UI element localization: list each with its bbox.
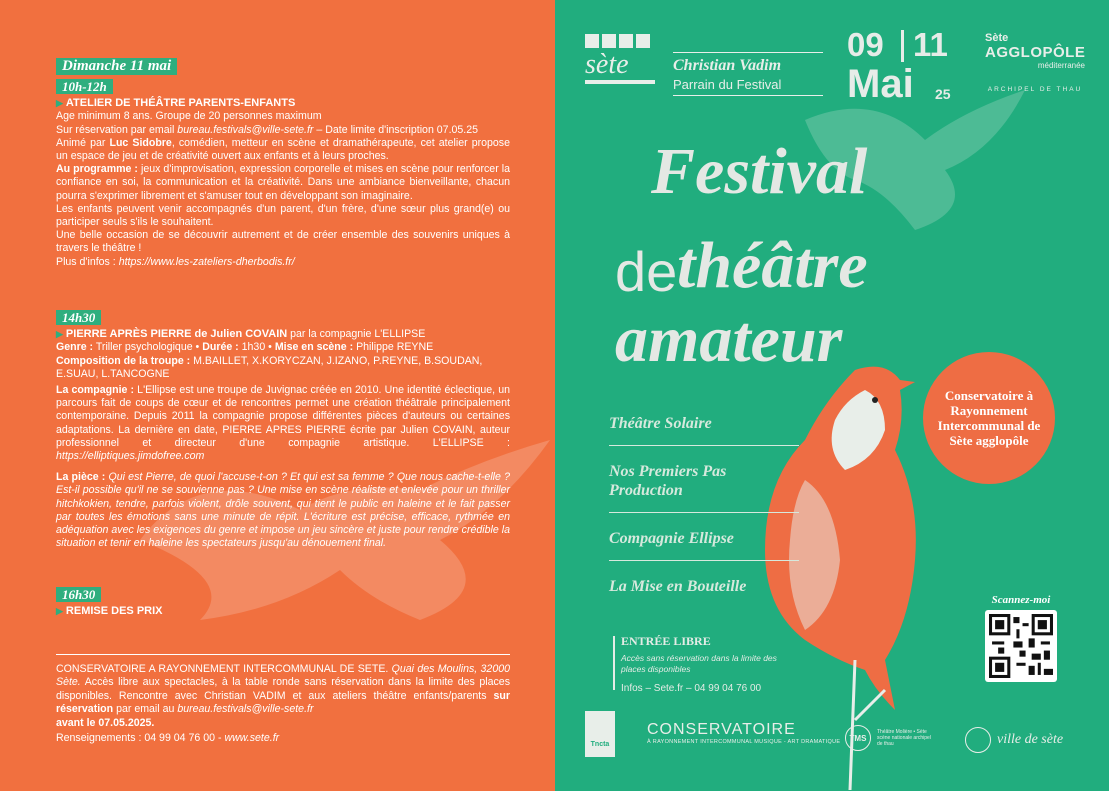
parrain-sub: Parrain du Festival (673, 77, 782, 92)
title-de: de (615, 240, 678, 303)
event2-time: 14h30 (56, 310, 101, 325)
event2-genre: Genre : Triller psychologique • Durée : 1h30 • Mise en scène : Philippe REYNE (56, 341, 434, 354)
date-day2: 11 (913, 26, 948, 63)
event2-title: ▶ PIERRE APRÈS PIERRE de Julien COVAIN par la compagnie L'ELLIPSE (56, 328, 426, 341)
event1-block (56, 79, 510, 269)
footer-deadline: avant le 07.05.2025. (56, 716, 155, 729)
event1-title: ▶ ATELIER DE THÉÂTRE PARENTS-ENFANTS (56, 97, 296, 110)
troupe-item: La Mise en Bouteille (609, 578, 747, 595)
event2-website-link[interactable]: https://elliptiques.jimdofree.com (56, 450, 205, 463)
event2-composition: Composition de la troupe : M.BAILLET, X.KORYCZAN, J.IZANO, P.REYNE, B.SOUDAN, E.SUAU, L.TANCOGNE (56, 354, 483, 380)
date-year: 25 (935, 86, 951, 102)
seal-icon (965, 727, 991, 753)
right-panel (555, 0, 1109, 791)
conservatoire-badge: Conservatoire à Rayonnement Intercommunal de Sète agglopôle (923, 352, 1055, 484)
qr-block (981, 594, 1061, 682)
event1-para3: Une belle occasion de se découvrir autrement et de créer ensemble des souvenirs uniques à travers le théâtre ! (56, 229, 510, 255)
event2-compagnie: La compagnie : L'Ellipse est une troupe de Juvignac créée en 2010. Une identité éclectique, un parcours fait de coups de cœur et de rencontres permet une création théâtrale principalement contemporaine. Depuis 2011 la compagnie propose différentes pièces d'auteurs ou certaines adaptations. La dernière en date, PIERRE APRES PIERRE écrite par Julien COVAIN, auteur professionnel et directeur d'une compagnie artistique. L'ELLIPSE : https://elliptiques.jimdofree.com (56, 384, 510, 463)
title-amateur: amateur (615, 303, 843, 376)
title-festival: Festival (651, 135, 868, 208)
date-month: Mai (847, 62, 914, 106)
event1-programme: Au programme : jeux d'improvisation, expression corporelle et mises en scène pour renforcer la confiance en soi, la communication et la créativité. Dans une ambiance bienveillante, chacun pourra s'exprimer librement et s'amuser tout en développant son imaginaire. (56, 163, 510, 202)
event3-time: 16h30 (56, 587, 101, 602)
event3-block (56, 587, 510, 618)
event3-title: ▶ REMISE DES PRIX (56, 605, 163, 618)
event1-line1: Age minimum 8 ans. Groupe de 20 personnes maximum (56, 110, 322, 123)
entree-libre-block (621, 634, 791, 694)
footer-website-link[interactable]: www.sete.fr (224, 732, 280, 745)
ville-de-sete-logo: ville de sète (965, 727, 1063, 753)
event1-anim: Animé par Luc Sidobre, comédien, metteur en scène et dramathérapeute, cet atelier propose un espace de jeu et de créativité ouvert aux enfants et à leurs proches. (56, 136, 510, 163)
arrow-icon: ▶ (56, 98, 63, 109)
qr-code[interactable] (985, 610, 1057, 682)
troupe-item: Théâtre Solaire (609, 410, 799, 446)
partner-logos (555, 705, 1109, 775)
entree-title: ENTRÉE LIBRE (621, 634, 711, 648)
arrow-icon: ▶ (56, 606, 63, 617)
event2-piece: La pièce : Qui est Pierre, de quoi l'accuse-t-on ? Et qui est sa femme ? Que nous cache-t-elle ? Est-il possible qu'il ne se souvienne pas ? Une mise en scène réaliste et enlevée pour un thriller hitchkokien, tendre, parfois violent, drôle souvent, qui tient le public en haleine et le fait passer par toutes les émotions sans une minute de répit. L'écriture est précise, efficace, rythmée en adéquation avec les exigences du genre et impose un jeu sincère et juste pour rendre crédible la situation et tenir en haleine les spectateurs jusqu'au dénouement final. (56, 471, 510, 550)
troupe-item: Nos Premiers Pas Production (609, 458, 799, 513)
date-day1: 09 (847, 26, 884, 63)
event1-email-link[interactable]: bureau.festivals@ville-sete.fr (177, 123, 314, 136)
tms-logo: TMS Théâtre Molière • Sète scène nationale archipel de thau (845, 725, 937, 751)
footer-email-link[interactable]: bureau.festivals@ville-sete.fr (177, 703, 314, 716)
sete-logo: sète (585, 34, 657, 98)
event1-website-link[interactable]: https://www.les-zateliers-dherbodis.fr/ (118, 255, 295, 268)
title-theatre: théâtre (677, 229, 868, 302)
day-tag: Dimanche 11 mai (56, 58, 177, 75)
qr-code-icon (989, 614, 1053, 678)
event1-line2: Sur réservation par email bureau.festivals@ville-sete.fr – Date limite d'inscription 07.05.25 (56, 123, 479, 136)
entree-sub: Accès sans réservation dans la limite des places disponibles (621, 653, 777, 674)
scan-label: Scannez-moi (991, 594, 1051, 606)
footer-contact: Renseignements : 04 99 04 76 00 - www.sete.fr (56, 732, 280, 745)
event1-more: Plus d'infos : https://www.les-zateliers-dherbodis.fr/ (56, 255, 295, 268)
day-header (56, 58, 510, 75)
troupe-item: Compagnie Ellipse (609, 525, 799, 561)
event1-time: 10h-12h (56, 79, 113, 94)
parrain-name: Christian Vadim (673, 57, 782, 74)
footer-info: CONSERVATOIRE A RAYONNEMENT INTERCOMMUNAL DE SETE. Quai des Moulins, 32000 Sète. Accès libre aux spectacles, à la table ronde sans réservation dans la limite des places disponibles. Rencontre avec Christian VADIM et aux ateliers théâtre enfants/parents sur réservation par email au bureau.festivals@ville-sete.fr avant le 07.05.2025. Renseignements : 04 99 04 76 00 - www.sete.fr (56, 663, 510, 745)
footer-divider (56, 654, 510, 655)
arrow-icon: ▶ (56, 329, 63, 340)
parrain-block (673, 52, 823, 96)
tncta-logo: Tncta (585, 711, 615, 757)
event2-block (56, 310, 510, 550)
conservatoire-logo: CONSERVATOIRE À RAYONNEMENT INTERCOMMUNAL MUSIQUE - ART DRAMATIQUE (647, 721, 841, 745)
event1-para2: Les enfants peuvent venir accompagnés d'un parent, d'un frère, d'une sœur plus grand(e) ou participer seuls s'ils le souhaitent. (56, 202, 510, 229)
troupes-list (609, 410, 799, 620)
entree-contact: Infos – Sete.fr – 04 99 04 76 00 (621, 683, 762, 694)
agglopole-logo: Sète AGGLOPÔLE méditerranée ARCHIPEL DE THAU (985, 32, 1086, 93)
